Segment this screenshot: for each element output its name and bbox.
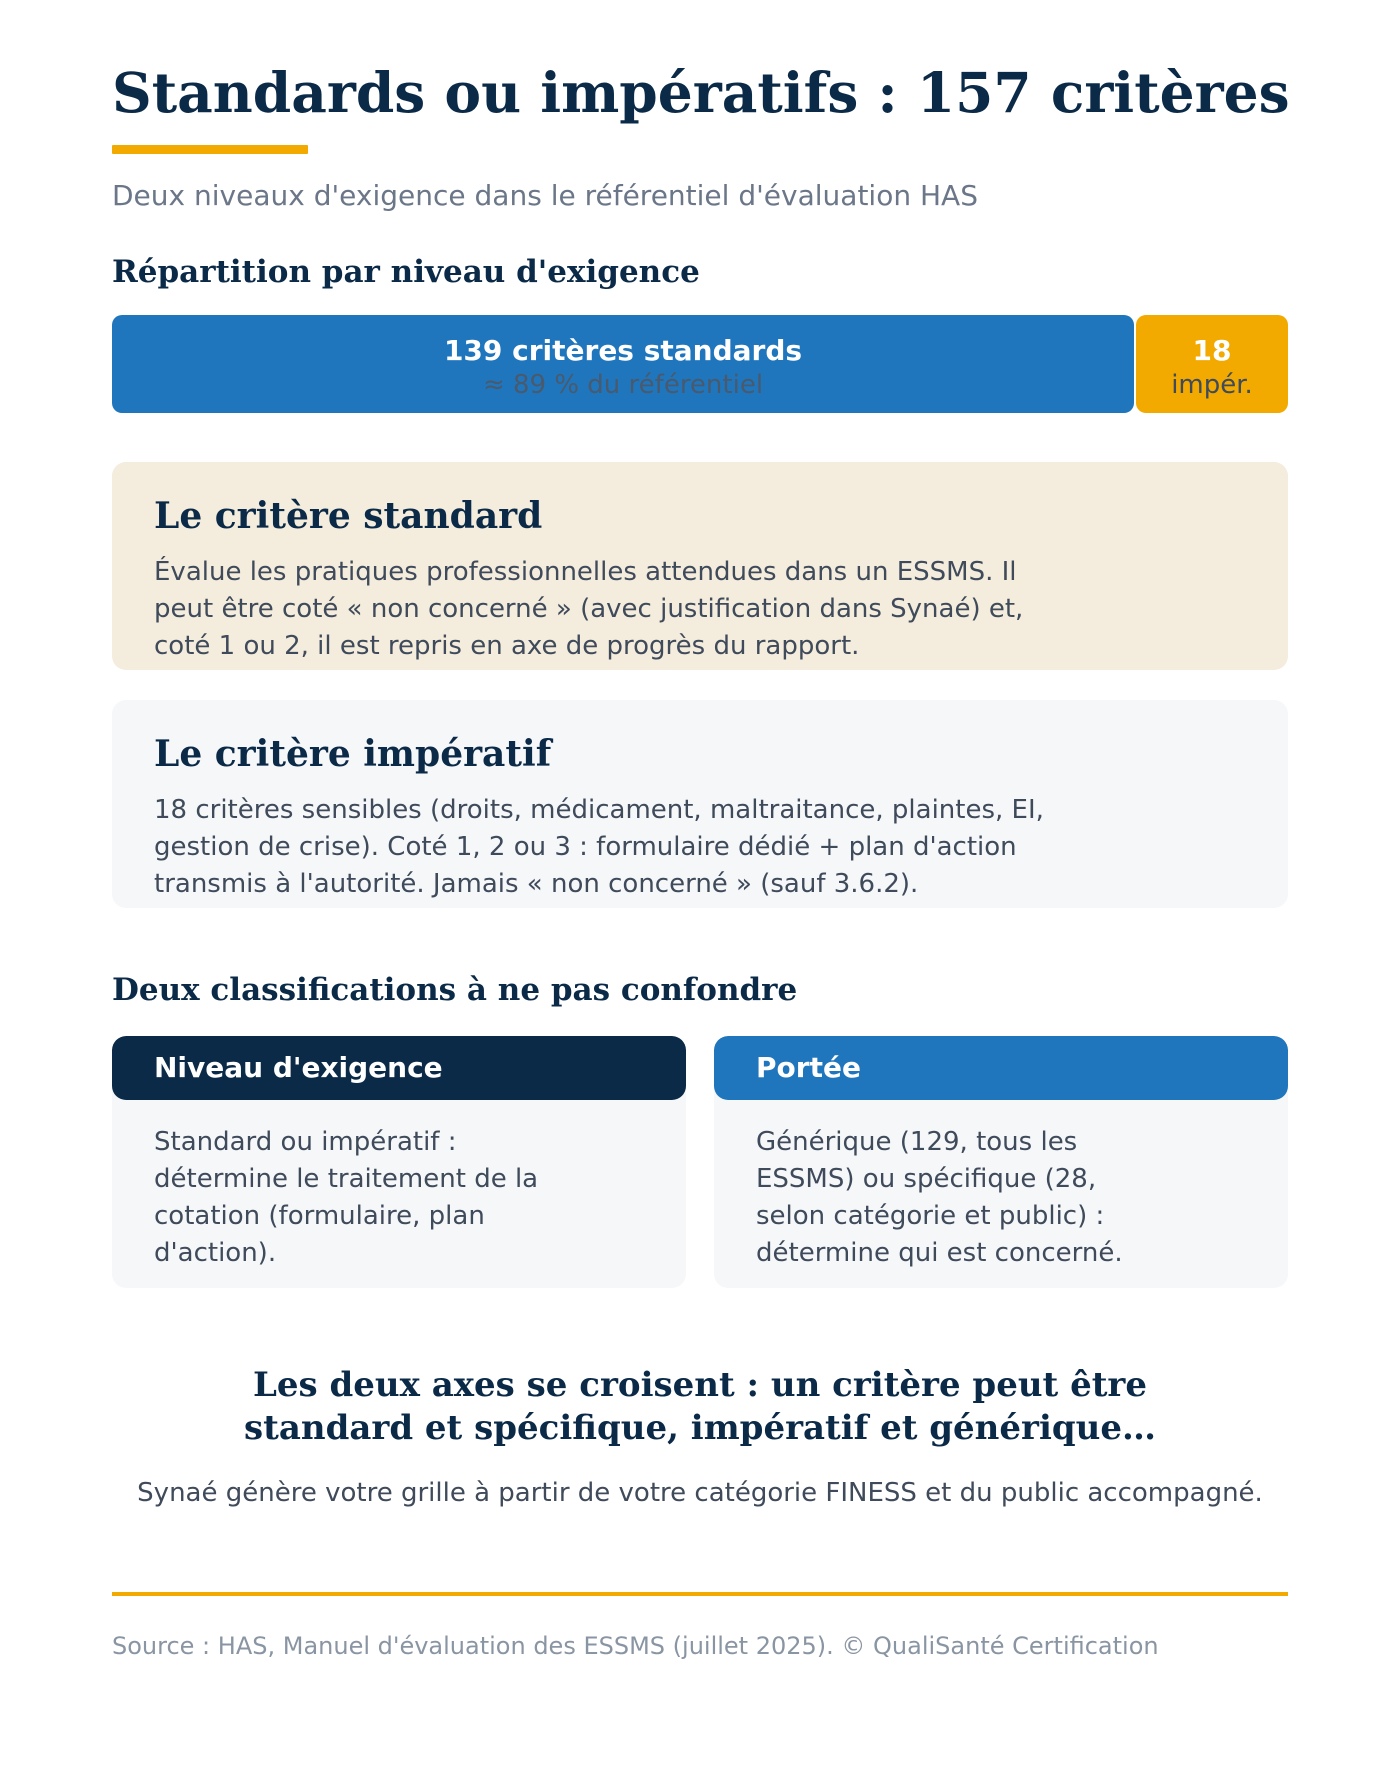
portee-panel <box>714 1036 1288 1288</box>
imperatif-segment-label: 18 <box>1192 334 1232 367</box>
distribution-bar <box>112 315 1288 413</box>
imperatif-segment <box>1136 315 1288 413</box>
takeaway-line-2: standard et spécifique, impératif et générique… <box>244 1408 1156 1448</box>
portee-heading: Portée <box>714 1036 1288 1100</box>
niveau-exigence-text: Standard ou impératif : détermine le traitement de la cotation (formulaire, plan d'action). <box>154 1127 539 1268</box>
standard-segment-sublabel: ≈ 89 % du référentiel <box>482 370 764 400</box>
title-underline <box>112 145 308 154</box>
source-note: Source : HAS, Manuel d'évaluation des ESSMS (juillet 2025). © QualiSanté Certification <box>112 1632 1159 1660</box>
imperatif-card-title: Le critère impératif <box>154 733 552 775</box>
page-title: Standards ou impératifs : 157 critères <box>112 60 1290 125</box>
imperatif-segment-sublabel: impér. <box>1171 370 1253 400</box>
takeaway-line-1: Les deux axes se croisent : un critère peut être <box>253 1365 1147 1405</box>
takeaway-note: Synaé génère votre grille à partir de votre catégorie FINESS et du public accompagné. <box>137 1478 1263 1508</box>
standard-segment-label: 139 critères standards <box>443 334 803 367</box>
standard-criterion-card <box>112 462 1288 670</box>
standard-card-title: Le critère standard <box>154 495 543 537</box>
footer-divider <box>112 1592 1288 1596</box>
page-subtitle: Deux niveaux d'exigence dans le référentiel d'évaluation HAS <box>112 179 978 212</box>
portee-text: Générique (129, tous les ESSMS) ou spécifique (28, selon catégorie et public) : détermine qui est concerné. <box>756 1127 1123 1268</box>
classifications-section-title: Deux classifications à ne pas confondre <box>112 972 798 1008</box>
imperatif-card-text: 18 critères sensibles (droits, médicament, maltraitance, plaintes, EI, gestion de crise). Coté 1, 2 ou 3 : formulaire dédié + plan d'action transmis à l'autorité. Jamais « non concerné » (sauf 3.6.2). <box>154 795 1044 899</box>
distribution-section-title: Répartition par niveau d'exigence <box>112 254 700 290</box>
imperatif-criterion-card <box>112 700 1288 908</box>
standard-card-text: Évalue les pratiques professionnelles attendues dans un ESSMS. Il peut être coté « non concerné » (avec justification dans Synaé) et, coté 1 ou 2, il est repris en axe de progrès du rapport. <box>154 557 1024 661</box>
niveau-exigence-heading: Niveau d'exigence <box>112 1036 686 1100</box>
standard-segment <box>112 315 1134 413</box>
niveau-exigence-panel <box>112 1036 686 1288</box>
takeaway-heading <box>112 1364 1288 1450</box>
